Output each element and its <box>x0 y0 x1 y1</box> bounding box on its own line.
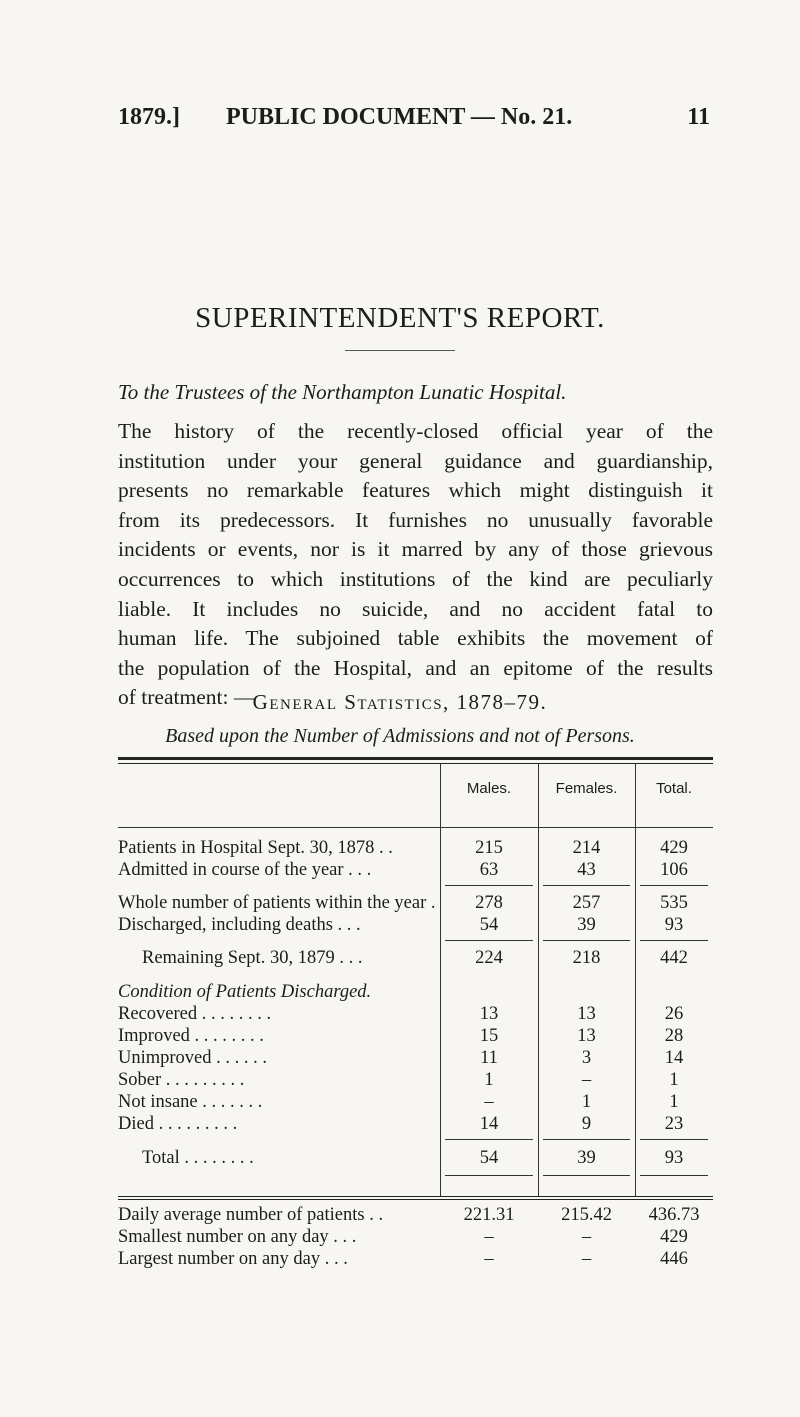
table-row <box>118 893 713 915</box>
cell-total: 429 <box>660 1227 688 1247</box>
table-row <box>118 1092 713 1114</box>
cell-females: 214 <box>572 838 601 858</box>
table-row <box>118 1227 713 1249</box>
row-label: Patients in Hospital Sept. 30, 1878 . . <box>118 838 393 858</box>
table-row <box>118 1148 713 1170</box>
cell-males: 13 <box>479 1004 499 1024</box>
row-label: Largest number on any day . . . <box>118 1249 348 1269</box>
cell-females: 13 <box>577 1004 596 1024</box>
row-label: Sober . . . . . . . . . <box>118 1070 245 1090</box>
cell-total: 442 <box>660 948 688 968</box>
cell-males: 11 <box>480 1048 498 1068</box>
row-label: Remaining Sept. 30, 1879 . . . <box>142 948 363 968</box>
cell-total: 14 <box>664 1048 684 1068</box>
table-row <box>118 1205 713 1227</box>
cell-females: – <box>581 1070 592 1090</box>
cell-total: 93 <box>664 915 684 935</box>
body-line: human life. The subjoined table exhibits the movement of <box>118 626 713 651</box>
body-line: the population of the Hospital, and an epitome of the results <box>118 655 713 680</box>
cell-males: 63 <box>479 860 499 880</box>
sum-rule <box>445 940 533 941</box>
cell-total: 28 <box>664 1026 684 1046</box>
body-line: institution under your general guidance and guardianship, <box>118 448 713 473</box>
table-row <box>118 1026 713 1048</box>
body-line: from its predecessors. It furnishes no unusually favorable <box>118 507 713 532</box>
cell-males: 215 <box>475 838 503 858</box>
cell-males: 278 <box>475 893 503 913</box>
page-number: 11 <box>687 104 710 130</box>
table-top-rule <box>118 757 713 764</box>
sum-rule <box>640 1139 708 1140</box>
cell-total: 106 <box>660 860 688 880</box>
header-title: PUBLIC DOCUMENT — No. 21. <box>226 104 573 130</box>
row-label: Admitted in course of the year . . . <box>118 860 372 880</box>
row-label: Died . . . . . . . . . <box>118 1114 238 1134</box>
table-row <box>118 948 713 970</box>
body-line: of treatment: — <box>118 685 256 710</box>
sum-rule <box>640 940 708 941</box>
row-label: Unimproved . . . . . . <box>118 1048 268 1068</box>
report-title: SUPERINTENDENT'S REPORT. <box>195 302 605 334</box>
table-row <box>118 1114 713 1136</box>
cell-males: 224 <box>475 948 503 968</box>
cell-females: 218 <box>572 948 601 968</box>
stats-title: General Statistics, 1878–79. <box>252 690 548 714</box>
cell-total: 436.73 <box>648 1205 700 1225</box>
column-header-females: Females. <box>555 780 618 797</box>
sum-rule <box>543 885 630 886</box>
row-label: Condition of Patients Discharged. <box>118 982 372 1002</box>
body-line: liable. It includes no suicide, and no accident fatal to <box>118 596 713 621</box>
cell-females: 215.42 <box>561 1205 612 1225</box>
row-label: Whole number of patients within the year . <box>118 893 436 913</box>
cell-total: 1 <box>669 1070 679 1090</box>
sum-rule <box>543 1139 630 1140</box>
table-row <box>118 1004 713 1026</box>
column-header-total: Total. <box>656 780 692 797</box>
body-line: The history of the recently-closed official year of the <box>118 419 713 443</box>
header-year: 1879.] <box>118 104 180 130</box>
row-label: Not insane . . . . . . . <box>118 1092 263 1112</box>
cell-females: 39 <box>577 915 596 935</box>
row-label: Recovered . . . . . . . . <box>118 1004 272 1024</box>
addressee: To the Trustees of the Northampton Lunatic Hospital. <box>118 380 567 404</box>
sum-rule <box>445 1139 533 1140</box>
cell-males: 1 <box>484 1070 494 1090</box>
cell-females: 9 <box>581 1114 592 1134</box>
stats-subtitle: Based upon the Number of Admissions and not of Persons. <box>165 725 635 747</box>
row-label: Improved . . . . . . . . <box>118 1026 264 1046</box>
cell-females: 257 <box>572 893 601 913</box>
row-label: Daily average number of patients . . <box>118 1205 384 1225</box>
header-rule <box>118 827 713 828</box>
running-head <box>118 104 710 144</box>
row-label: Total . . . . . . . . <box>142 1148 254 1168</box>
cell-males: 54 <box>479 915 499 935</box>
cell-males: – <box>484 1227 494 1247</box>
sum-rule <box>543 940 630 941</box>
body-line: presents no remarkable features which might distinguish it <box>118 478 713 503</box>
sum-rule <box>445 885 533 886</box>
cell-females: 39 <box>577 1148 596 1168</box>
body-line: incidents or events, nor is it marred by any of those grievous <box>118 537 713 562</box>
cell-males: 14 <box>479 1114 499 1134</box>
cell-females: 43 <box>577 860 596 880</box>
cell-females: – <box>581 1249 592 1269</box>
cell-females: 1 <box>581 1092 592 1112</box>
sum-rule <box>640 1175 708 1176</box>
table-row <box>118 860 713 882</box>
cell-females: 13 <box>577 1026 596 1046</box>
table-row <box>118 1249 713 1271</box>
row-label: Discharged, including deaths . . . <box>118 915 361 935</box>
sum-rule <box>445 1175 533 1176</box>
cell-males: – <box>484 1092 494 1112</box>
body-line: occurrences to which institutions of the kind are peculiarly <box>118 566 713 591</box>
cell-females: 3 <box>581 1048 592 1068</box>
cell-males: 15 <box>479 1026 499 1046</box>
table-row <box>118 1070 713 1092</box>
row-label: Smallest number on any day . . . <box>118 1227 357 1247</box>
column-header-males: Males. <box>466 780 512 797</box>
cell-males: 54 <box>479 1148 499 1168</box>
title-divider <box>345 350 455 351</box>
cell-total: 23 <box>664 1114 684 1134</box>
cell-males: – <box>484 1249 494 1269</box>
cell-total: 1 <box>669 1092 679 1112</box>
cell-total: 429 <box>660 838 688 858</box>
cell-total: 535 <box>660 893 688 913</box>
body-paragraph <box>118 417 713 713</box>
table-row <box>118 982 713 1004</box>
cell-females: – <box>581 1227 592 1247</box>
sum-rule <box>640 885 708 886</box>
table-row <box>118 915 713 937</box>
cell-total: 446 <box>660 1249 688 1269</box>
table-row <box>118 1048 713 1070</box>
table-row <box>118 838 713 860</box>
table-bottom-rule <box>118 1196 713 1200</box>
cell-males: 221.31 <box>463 1205 515 1225</box>
cell-total: 26 <box>664 1004 684 1024</box>
sum-rule <box>543 1175 630 1176</box>
cell-total: 93 <box>664 1148 684 1168</box>
